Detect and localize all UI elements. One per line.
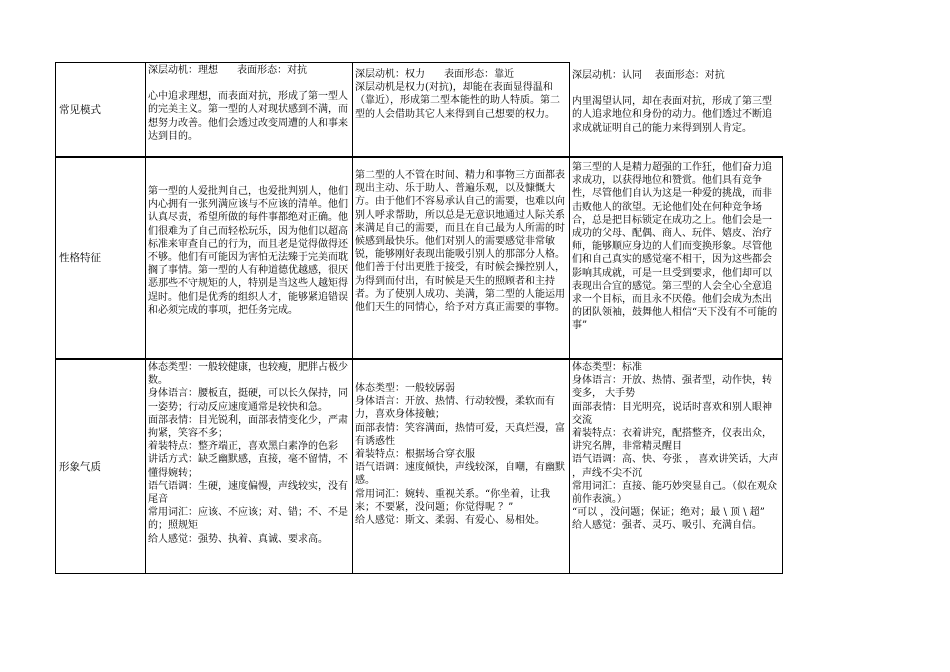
table-border-bottom [55,573,783,574]
type3-motive-header: 深层动机：认同 表面形态：对抗 [572,70,725,81]
type1-image-cell [146,359,352,574]
table-border-left [55,62,56,574]
column-divider [145,62,146,574]
row-label-personality-traits: 性格特征 [59,252,101,264]
type3-image-line: 体态类型：标准 [572,362,642,373]
type2-image-line: 体态类型：一般较孱弱 [355,383,455,394]
table-border-right [782,156,783,574]
type1-traits-cell [146,157,352,358]
row-divider [55,156,783,158]
type1-image-line: 面部表情：目光锐利，面部表情变化少，严肃拘紧，笑容不多； [148,414,348,440]
type2-traits-text: 第二型的人不管在时间、精力和事物三方面都表现出主动、乐于助人、普遍乐观，以及慷慨大方。由于他们不容易承认自己的需要，也难以向别人呼求帮助，所以总是无意识地通过人际关系来满足自己的需要，而且在自己最为人所需的时候感到最快乐。他们对别人的需要感觉非常敏锐，能够刚好表现出能吸引别人的那部分人格。他们善于付出更胜于接受，有时候会操控别人，为得到而付出，有时候是天生的照顾者和主持者。为了使别人成功、美满，第二型的人能运用他们天生的同情心，给予对方真正需要的事物。 [355,170,565,314]
type1-image-line: 着装特点：整齐端正，喜欢黑白素净的色彩 [148,441,338,453]
type1-image-line: 身体语言：腰板直，挺硬，可以长久保持，同一姿势；行动反应速度通常是较快和急。 [148,388,348,413]
type3-image-line: 面部表情：目光明亮，说话时喜欢和别人眼神交流 [572,401,772,426]
type1-image-line: 常用词汇：应该、不应该；对、错；不、不是的；照规矩 [148,507,348,532]
type1-image-line: 给人感觉：强势、执着、真诚、要求高。 [148,533,328,545]
type2-traits-cell [353,157,569,358]
type3-image-line: “可以 ，没问题；保证；绝对；最 \ 顶 \ 超” [572,507,765,519]
type2-image-line: 常用词汇：婉转、重视关系。“你坐着，让我来；不要紧，没问题；你觉得呢 ？” [355,488,551,513]
type3-traits-text: 第三型的人是精力超强的工作狂，他们奋力追求成功，以获得地位和赞赏。他们具有竞争性，尽管他们自认为这是一种爱的挑战，而非击败他人的欲望。无论他们处在何种竞争场合，总是把目标锁定在成功之上。他们会是一成功的父母、配偶、商人、玩伴、嬉皮、治疗师，能够顺应身边的人们而变换形象。尽管他们和自己真实的感觉毫不相干，因为这些都会影响其成就，可是一旦受到要求，他们却可以表现出合宜的感觉。第三型的人会全心全意追求一个目标，而且永不厌倦。他们会成为杰出的团队领袖，鼓舞他人相信“天下没有不可能的事” [572,162,778,332]
table-row-image-temperament [55,359,783,574]
row-divider [55,358,783,360]
personality-table [55,62,783,574]
type2-image-line: 给人感觉：斯文、柔弱、有爱心、易相处。 [355,515,545,527]
type3-image-line: 常用词汇：直接、能巧妙突显自己。（似在观众前作表演。） [572,480,777,506]
type2-image-line: 着装特点：根据场合穿衣服 [355,449,475,461]
column-divider [352,62,353,574]
table-border-top [55,62,570,63]
type3-image-line: 语气语调：高、快、夸张 ， 喜欢讲笑话，大声 ，声线不尖不沉 [572,454,779,479]
type3-patterns-text: 内里渴望认同，却在表面对抗，形成了第三型的人追求地位和身份的动力。他们透过不断追求成就证明自己的能力来得到别人肯定。 [572,96,772,134]
type3-image-line: 身体语言：开放、热情、强者型，动作快，转变多， 大手势 [572,375,772,400]
type1-patterns-cell [146,62,352,156]
type3-image-line: 给人感觉：强者、灵巧、吸引、充满自信。 [572,520,762,532]
type2-image-line: 语气语调：速度倾快，声线较深，自嘲，有幽默感。 [355,462,565,487]
type2-motive-header: 深层动机：权力 表面形态：靠近 [355,69,515,80]
type3-image-line: 着装特点：衣着讲究，配搭整齐，仪表出众，讲究名牌，非常精灵醒目 [572,428,772,453]
type1-image-line: 语气语调：生硬，速度偏慢，声线较实，没有尾音 [148,480,348,506]
table-row-personality-traits [55,157,783,358]
type1-motive-header: 深层动机：理想 表面形态：对抗 [148,65,308,76]
type3-patterns-cell [570,62,783,156]
type1-image-line: 讲话方式：缺乏幽默感，直接，毫不留情，不懂得婉转； [148,454,348,479]
type2-image-cell [353,359,569,574]
type2-patterns-cell [353,62,569,156]
table-row-common-patterns [55,62,783,156]
row-label-image-temperament: 形象气质 [59,461,101,473]
type2-image-line: 身体语言：开放、热情、行动较慢，柔软而有力，喜欢身体接触； [355,396,555,421]
row-label-common-patterns: 常见模式 [59,103,101,116]
type1-image-line: 体态类型：一般较健康，也较瘦，肥胖占极少数。 [148,362,348,387]
type2-image-line: 面部表情：笑容满面，热情可爱，天真烂漫，富有诱惑性 [355,422,565,447]
type2-patterns-text: 深层动机是权力(对抗)，却能在表面显得温和（靠近），形成第二型本能性的助人特质。第二型的人会借助其它人来得到自己想要的权力。 [355,82,560,120]
type1-patterns-text: 心中追求理想，而表面对抗，形成了第一型人的完美主义。第一型的人对现状感到不满，而想努力改善。他们会透过改变周遭的人和事来达到目的。 [148,91,348,142]
type1-traits-text: 第一型的人爱批判自己，也爱批判别人，他们内心拥有一张列满应该与不应该的清单。他们认真尽责，希望所做的每件事都绝对正确。他们很难为了自己而轻松玩乐，因为他们以超高标准来审查自己的行为，而且老是觉得做得还不够。他们有可能因为害怕无法臻于完美而耽搁了事情。第一型的人有种道德优越感，很厌恶那些不守规矩的人，特别是当这些人越矩得逞时。他们是优秀的组织人才，能够紧追错误和必须完成的事项，把任务完成。 [148,186,348,316]
type3-image-cell [570,359,783,574]
type3-traits-cell [570,157,783,358]
column-divider [569,62,570,574]
